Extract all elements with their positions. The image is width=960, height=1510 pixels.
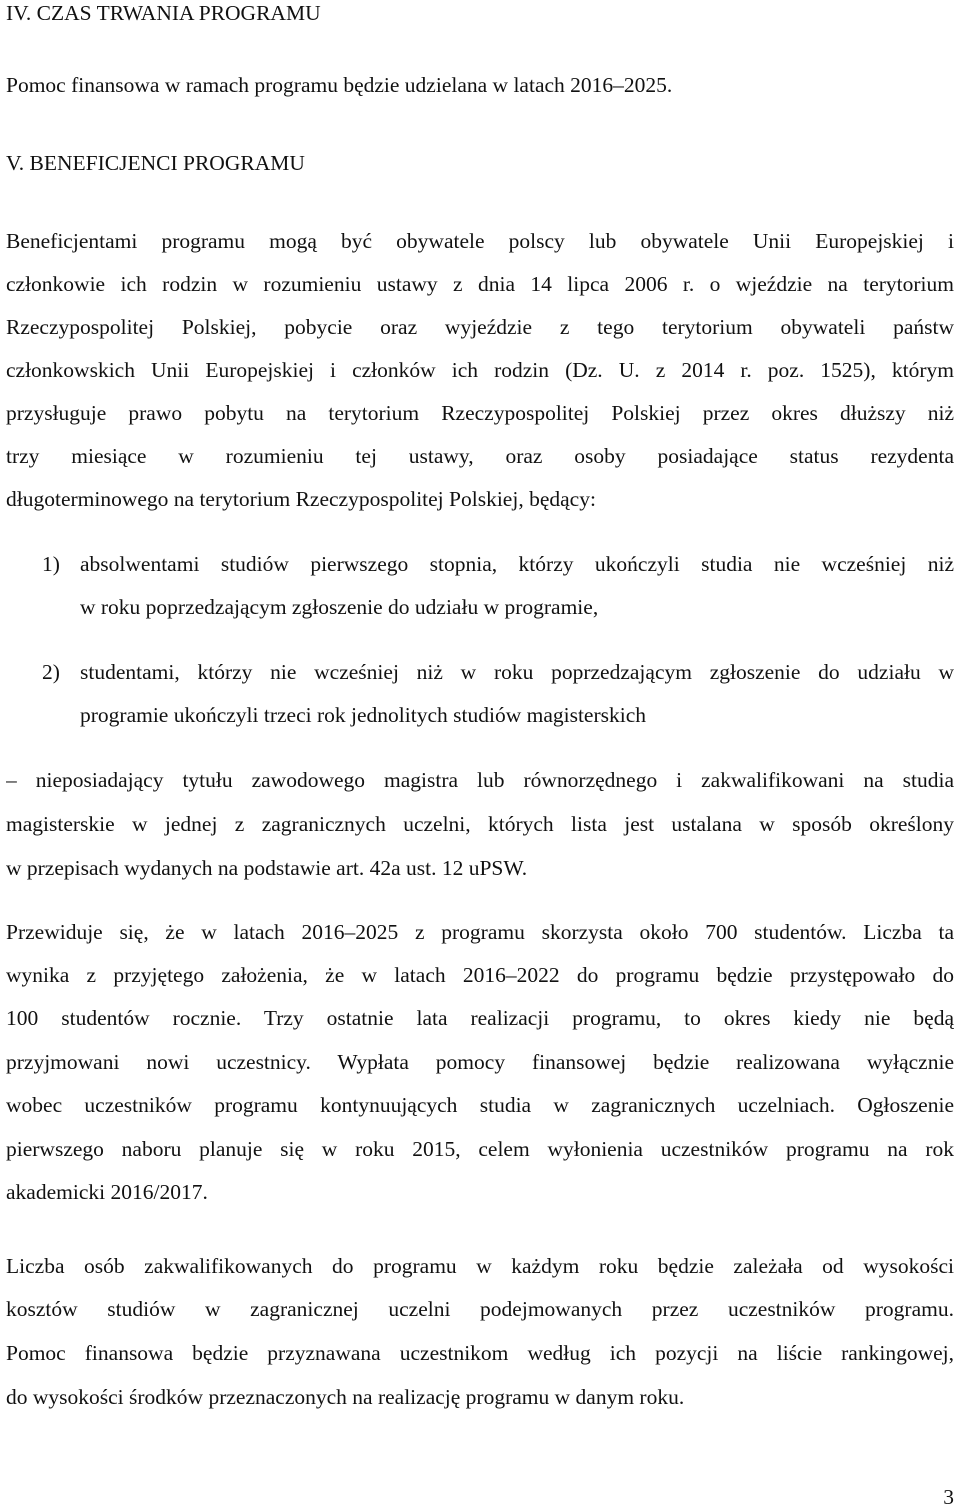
para3-line-4: przyjmowani nowi uczestnicy. Wypłata pomocy finansowej będzie realizowana wyłącznie	[6, 1050, 954, 1074]
para4-line-3: Pomoc finansowa będzie przyznawana uczestnikom według ich pozycji na liście rankingowej,	[6, 1341, 954, 1365]
para2-line-2: magisterskie w jednej z zagranicznych uczelni, których lista jest ustalana w sposób określony	[6, 812, 954, 836]
para4-line-2: kosztów studiów w zagranicznej uczelni podejmowanych przez uczestników programu.	[6, 1297, 954, 1321]
section-4-heading: IV. CZAS TRWANIA PROGRAMU	[6, 1, 321, 25]
list-item-2-line-1: studentami, którzy nie wcześniej niż w roku poprzedzającym zgłoszenie do udziału w	[80, 660, 954, 684]
para4-line-4: do wysokości środków przeznaczonych na realizację programu w danym roku.	[6, 1385, 685, 1409]
para1-line-7: długoterminowego na terytorium Rzeczypospolitej Polskiej, będący:	[6, 487, 596, 511]
para1-line-3: Rzeczypospolitej Polskiej, pobycie oraz wyjeździe z tego terytorium obywateli państw	[6, 315, 954, 339]
para1-line-5: przysługuje prawo pobytu na terytorium Rzeczypospolitej Polskiej przez okres dłuższy niż	[6, 401, 954, 425]
para2-line-3: w przepisach wydanych na podstawie art. 42a ust. 12 uPSW.	[6, 856, 528, 880]
para3-line-7: akademicki 2016/2017.	[6, 1180, 208, 1204]
para3-line-6: pierwszego naboru planuje się w roku 2015, celem wyłonienia uczestników programu na rok	[6, 1137, 954, 1161]
para1-line-6: trzy miesiące w rozumieniu tej ustawy, oraz osoby posiadające status rezydenta	[6, 444, 954, 468]
list-item-1-line-2: w roku poprzedzającym zgłoszenie do udziału w programie,	[80, 595, 599, 619]
para3-line-5: wobec uczestników programu kontynuujących studia w zagranicznych uczelniach. Ogłoszenie	[6, 1093, 954, 1117]
section-5-heading: V. BENEFICJENCI PROGRAMU	[6, 151, 305, 175]
list-item-2-line-2: programie ukończyli trzeci rok jednolitych studiów magisterskich	[80, 703, 647, 727]
para1-line-1: Beneficjentami programu mogą być obywatele polscy lub obywatele Unii Europejskiej i	[6, 229, 954, 253]
list-item-1-line-1: absolwentami studiów pierwszego stopnia, którzy ukończyli studia nie wcześniej niż	[80, 552, 954, 576]
para1-line-2: członkowie ich rodzin w rozumieniu ustawy z dnia 14 lipca 2006 r. o wjeździe na terytorium	[6, 272, 954, 296]
para3-line-3: 100 studentów rocznie. Trzy ostatnie lata realizacji programu, to okres kiedy nie będą	[6, 1006, 954, 1030]
para3-line-2: wynika z przyjętego założenia, że w latach 2016–2022 do programu będzie przystępowało do	[6, 963, 954, 987]
section-4-text: Pomoc finansowa w ramach programu będzie udzielana w latach 2016–2025.	[6, 73, 673, 97]
list-item-1-number: 1)	[42, 552, 60, 576]
list-item-2-number: 2)	[42, 660, 60, 684]
para3-line-1: Przewiduje się, że w latach 2016–2025 z programu skorzysta około 700 studentów. Liczba ta	[6, 920, 954, 944]
para1-line-4: członkowskich Unii Europejskiej i członków ich rodzin (Dz. U. z 2014 r. poz. 1525), którym	[6, 358, 954, 382]
para2-line-1: – nieposiadający tytułu zawodowego magistra lub równorzędnego i zakwalifikowani na studia	[6, 768, 954, 792]
page-number: 3	[943, 1485, 954, 1509]
para4-line-1: Liczba osób zakwalifikowanych do programu w każdym roku będzie zależała od wysokości	[6, 1254, 954, 1278]
